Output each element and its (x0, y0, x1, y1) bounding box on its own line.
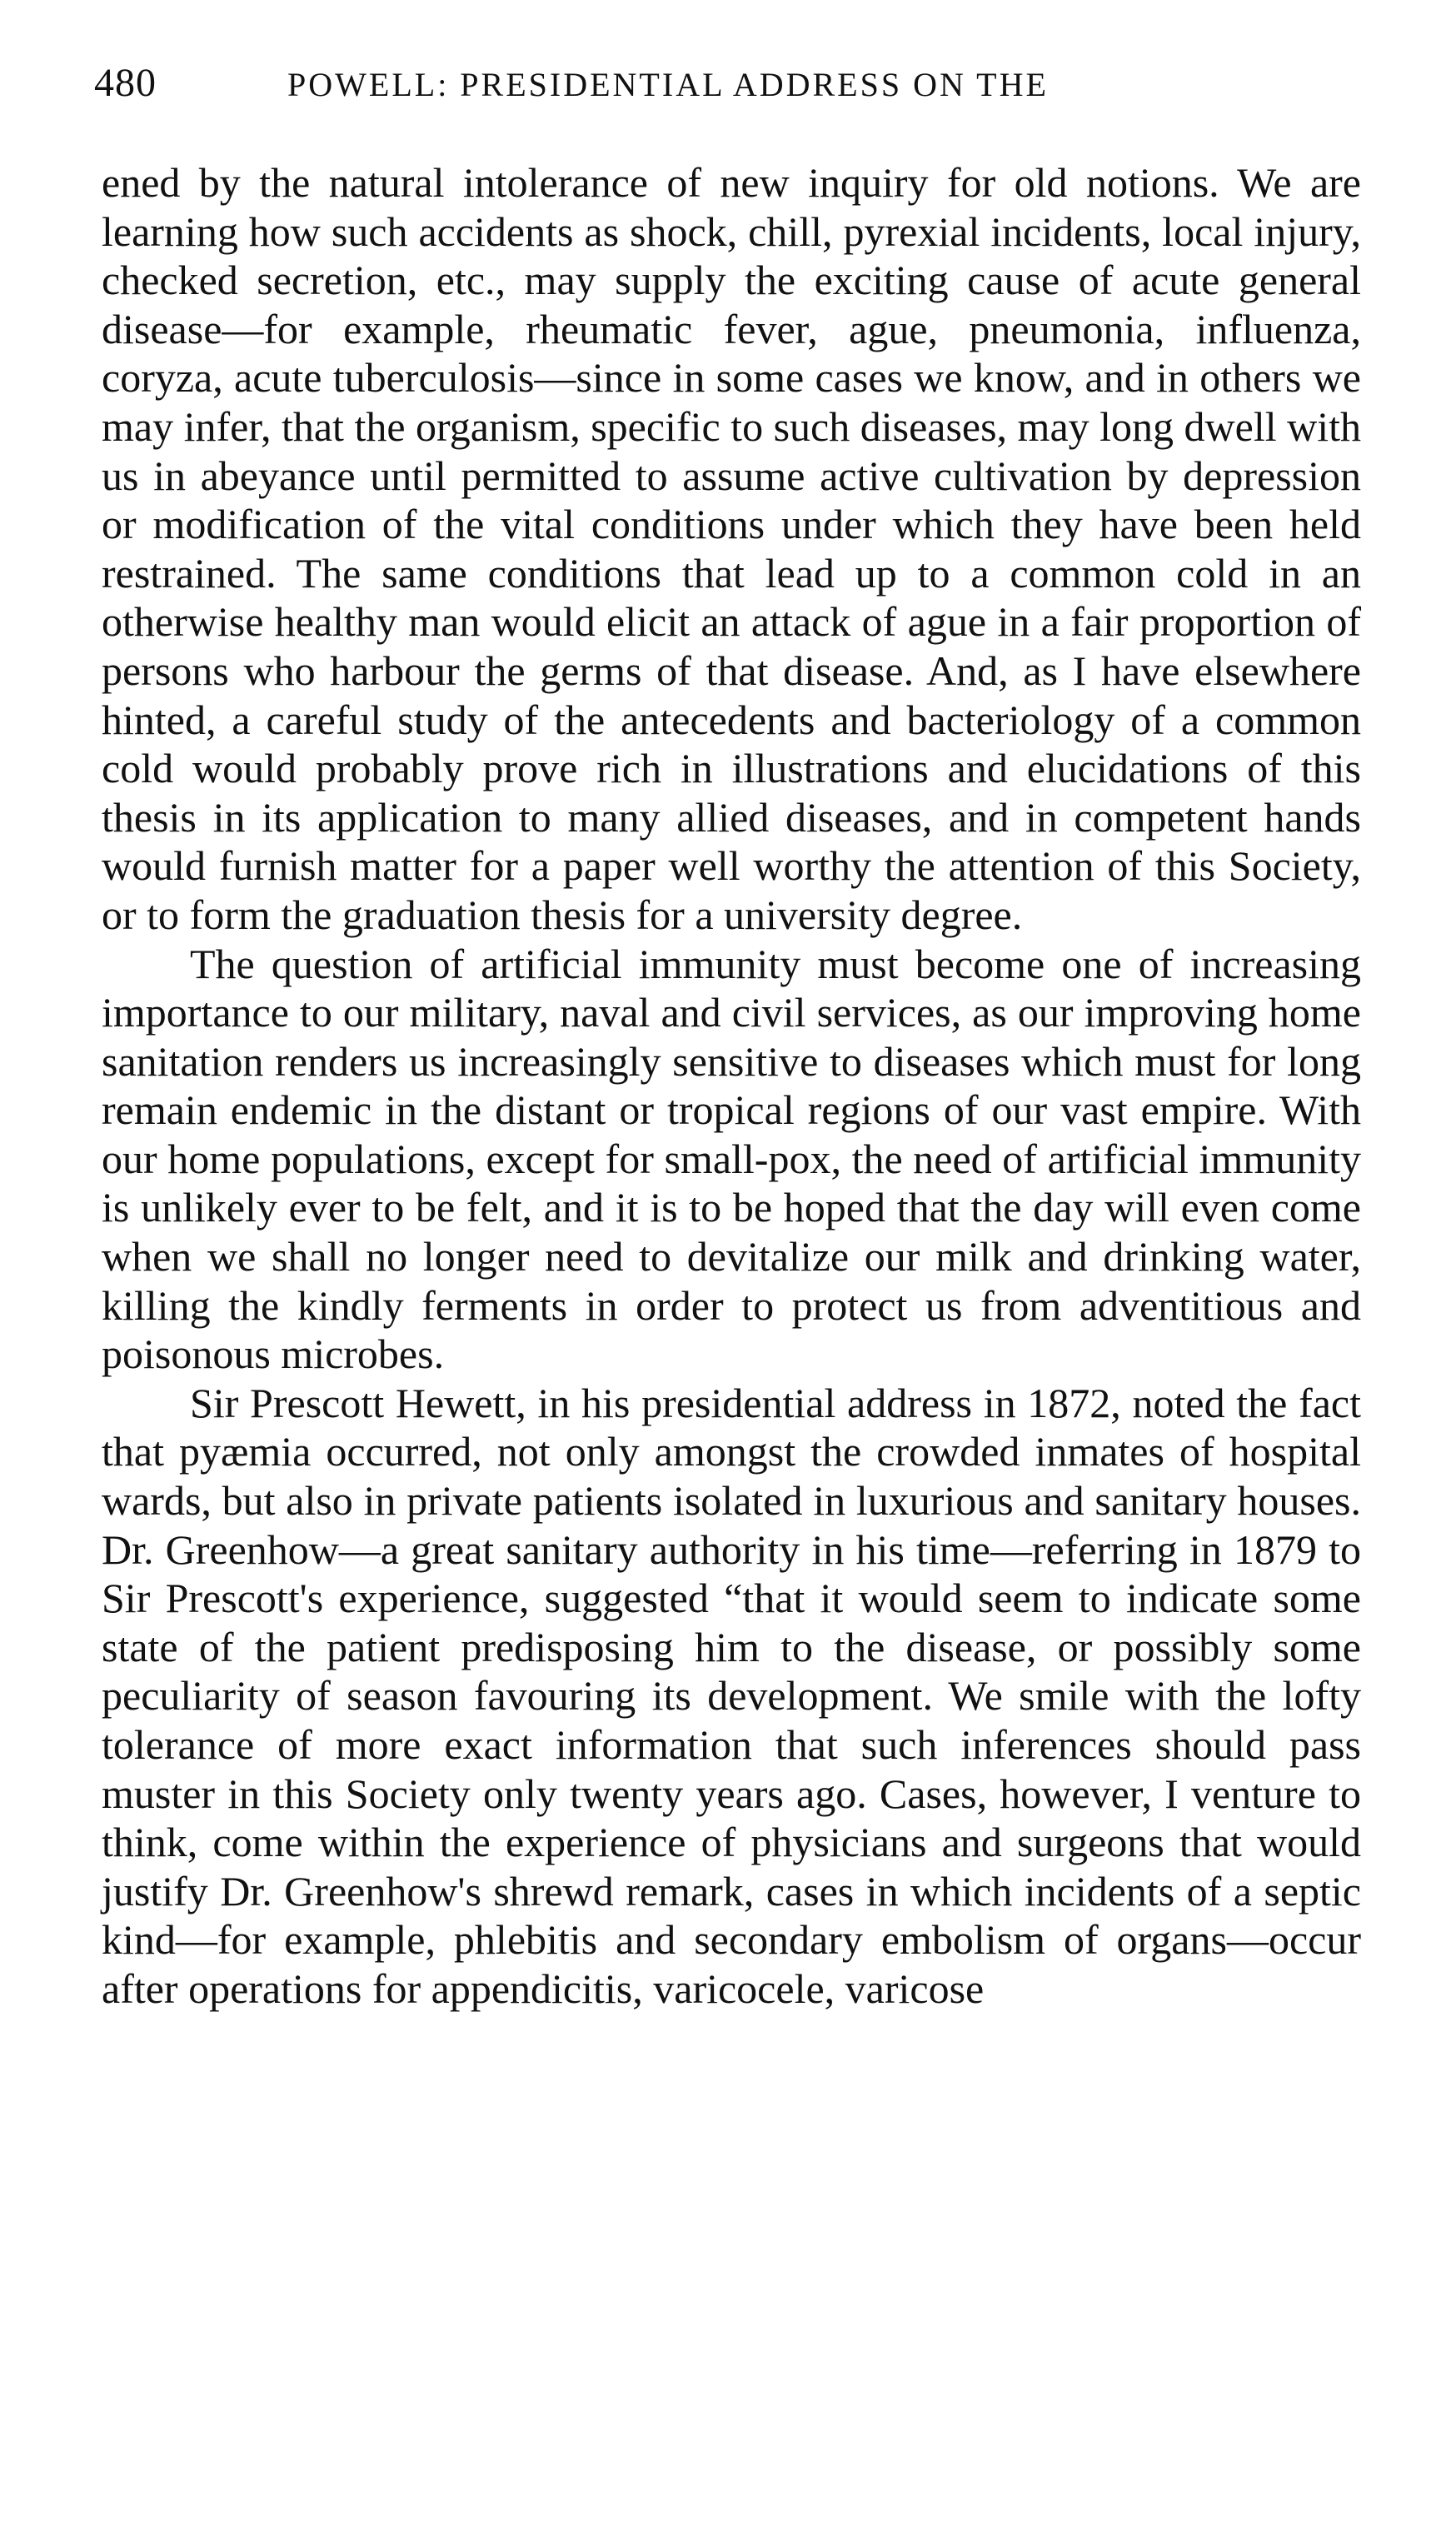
page-header (94, 60, 1394, 118)
body-text (102, 158, 1361, 2014)
page-number: 480 (94, 61, 157, 105)
running-head: POWELL: PRESIDENTIAL ADDRESS ON THE (287, 66, 1049, 103)
paragraph-artificial-immunity: The question of artificial immunity must become one of increasing importance to our military, naval and civil services, as our improving home sanitation renders us increasingly sensitive to diseases which must for long remain endemic in the distant or tropical regions of our vast empire. With our home populations, except for small-pox, the need of artificial immunity is unlikely ever to be felt, and it is to be hoped that the day will even come when we shall no longer need to devitalize our milk and drinking water, killing the kindly ferments in order to protect us from adventitious and poisonous microbes. (102, 940, 1361, 1378)
paragraph-continued: ened by the natural intolerance of new inquiry for old notions. We are learning how such accidents as shock, chill, pyrexial incidents, local injury, checked secretion, etc., may supply the exciting cause of acute general disease—for example, rheumatic fever, ague, pneumonia, influenza, coryza, acute tuberculosis—since in some cases we know, and in others we may infer, that the organism, specific to such diseases, may long dwell with us in abeyance until permitted to assume active cultivation by depression or modification of the vital conditions under which they have been held restrained. The same conditions that lead up to a common cold in an otherwise healthy man would elicit an attack of ague in a fair proportion of persons who harbour the germs of that disease. And, as I have elsewhere hinted, a careful study of the antecedents and bacteriology of a common cold would probably prove rich in illustrations and elucidations of this thesis in its application to many allied diseases, and in competent hands would furnish matter for a paper well worthy the attention of this Society, or to form the graduation thesis for a university degree. (102, 159, 1362, 938)
paragraph-prescott-hewett: Sir Prescott Hewett, in his presidential address in 1872, noted the fact that pyæmia occurred, not only amongst the crowded inmates of hospital wards, but also in private patients isolated in luxurious and sanitary houses. Dr. Greenhow—a great sanitary authority in his time—referring in 1879 to Sir Prescott's experience, suggested “that it would seem to indicate some state of the patient predisposing him to the disease, or possibly some peculiarity of season favouring its development. We smile with the lofty tolerance of more exact information that such inferences should pass muster in this Society only twenty years ago. Cases, however, I venture to think, come within the experience of physicians and surgeons that would justify Dr. Greenhow's shrewd remark, cases in which incidents of a septic kind—for example, phlebitis and secondary embolism of organs—occur after operations for appendicitis, varicocele, varicose (102, 1379, 1361, 2012)
